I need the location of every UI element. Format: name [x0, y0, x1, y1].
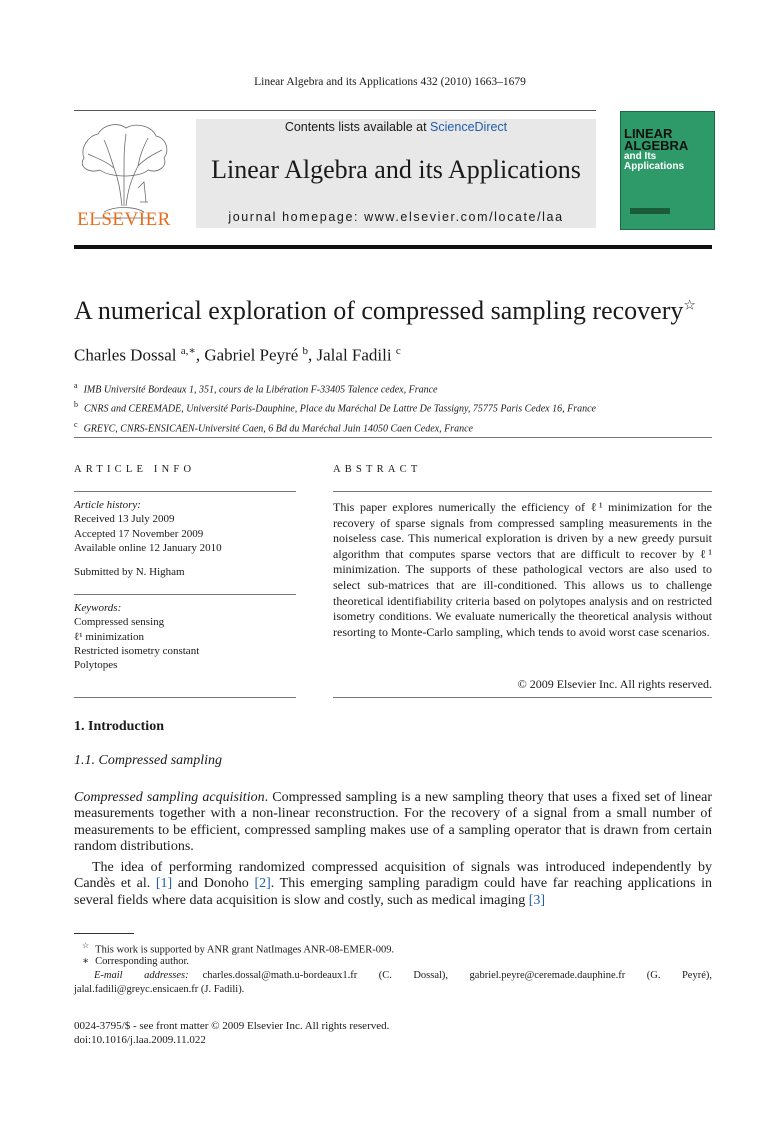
footnote-emails — [74, 969, 712, 998]
paragraph-lead: Compressed sampling acquisition — [74, 790, 265, 805]
abstract-bottom-rule — [333, 697, 712, 698]
submitted-by: Submitted by N. Higham — [74, 566, 185, 579]
affiliation: $^a$ IMB Université Bordeaux 1, 351, cours de la Libération F-33405 Talence cedex, France — [74, 381, 438, 396]
footnote-support: ☆ This work is supported by ANR grant NatImages ANR-08-EMER-009. — [82, 941, 395, 956]
affiliations — [74, 378, 596, 436]
accepted-date: Accepted 17 November 2009 — [74, 527, 204, 540]
section-heading: 1. Introduction — [74, 719, 164, 734]
citation-link[interactable]: [3] — [528, 892, 546, 908]
footnote-corresponding: ∗ Corresponding author. — [82, 956, 190, 967]
keywords — [74, 601, 296, 672]
affiliation: $^b$ CNRS and CEREMADE, Université Paris-Dauphine, Place du Maréchal De Lattre De Tassigny, 75775 Paris Cedex 16, France — [74, 400, 596, 415]
masthead-rule — [74, 245, 712, 249]
cover-title: LINEAR ALGEBRA — [624, 126, 689, 153]
cover-footer-mark — [630, 208, 670, 214]
abstract-text: This paper explores numerically the efficiency of ℓ¹ minimization for the recovery of sparse signals from compressed sampling measurements in the noiseless case. This numerical exploration is driven by a new greedy pursuit algorithm that computes sparse vectors that are difficult to recover by ℓ¹ minimization. The supports of these pathological vectors are also used to select sub-matrices that are ill-conditioned. This allows us to challenge theoretical identifiability criteria based on polytopes analysis and on restricted isometry conditions. We evaluate numerically the theoretical analysis without resorting to Monte-Carlo sampling, which tends to avoid worst case scenarios. — [333, 500, 712, 639]
title-footnote-mark[interactable]: ☆ — [683, 298, 696, 314]
abstract-copyright: © 2009 Elsevier Inc. All rights reserved. — [517, 677, 712, 691]
keywords-rule — [74, 594, 296, 595]
body-paragraph: Compressed sampling acquisition. Compressed sampling is a new sampling theory that uses a fixed set of linear measurements together with a non-linear reconstruction. For the recovery of a signal from a small number of measurements to be efficient, compressed sampling makes use of a sampling operator that is drawn from certain random distributions. — [74, 790, 712, 855]
received-date: Received 13 July 2009 — [74, 513, 175, 526]
footnote-rule — [74, 933, 134, 934]
article-history — [74, 498, 296, 579]
journal-title: Linear Algebra and its Applications — [211, 155, 581, 184]
email-links[interactable]: jalal.fadili@greyc.ensicaen.fr (J. Fadili). — [74, 984, 245, 996]
author-name[interactable]: Charles Dossal — [74, 345, 181, 365]
email-label: E-mail addresses: — [94, 970, 189, 981]
keywords-label: Keywords: — [74, 602, 122, 614]
article-title: A numerical exploration of compressed sampling recovery☆ — [74, 296, 696, 325]
online-date: Available online 12 January 2010 — [74, 541, 222, 554]
running-header: Linear Algebra and its Applications 432 (2010) 1663–1679 — [254, 76, 526, 88]
doi-link[interactable]: doi:10.1016/j.laa.2009.11.022 — [74, 1034, 206, 1046]
article-info-heading: ARTICLE INFO — [74, 464, 196, 475]
issn-block — [74, 1019, 389, 1047]
body-paragraph: The idea of performing randomized compressed acquisition of signals was introduced independently by Candès et al. [1] and Donoho [2]. This emerging sampling paradigm could have far reaching applications in several fields where data acquisition is slow and costly, such as medical imaging [3] — [74, 860, 712, 908]
contents-prefix: Contents lists available at — [284, 120, 431, 134]
author-mark[interactable]: c — [395, 345, 401, 357]
keyword: Compressed sensing — [74, 616, 165, 629]
sciencedirect-link[interactable]: ScienceDirect — [430, 120, 508, 134]
info-rule — [74, 491, 296, 492]
affiliation-rule — [74, 437, 712, 438]
subsection-heading: 1.1. Compressed sampling — [74, 753, 223, 768]
abstract-rule — [333, 491, 712, 492]
author-mark[interactable]: a,∗ — [180, 345, 196, 357]
publisher-logo-text: ELSEVIER — [77, 209, 171, 230]
email-links[interactable]: charles.dossal@math.u-bordeaux1.fr (C. Dossal), gabriel.peyre@ceremade.dauphine.fr (G. Peyré), — [202, 970, 712, 981]
info-bottom-rule — [74, 697, 296, 698]
journal-homepage-link[interactable]: journal homepage: www.elsevier.com/locate/laa — [228, 210, 564, 224]
keyword: Polytopes — [74, 659, 118, 672]
issn-line: 0024-3795/$ - see front matter © 2009 Elsevier Inc. All rights reserved. — [74, 1020, 390, 1032]
header-rule — [74, 110, 596, 111]
abstract-heading: ABSTRACT — [333, 464, 422, 475]
contents-line — [196, 120, 596, 134]
author-mark[interactable]: b — [302, 345, 309, 357]
keyword: ℓ¹ minimization — [74, 630, 144, 643]
author-name[interactable]: , Gabriel Peyré — [195, 345, 303, 365]
affiliation: $^c$ GREYC, CNRS-ENSICAEN-Université Caen, 6 Bd du Maréchal Juin 14050 Caen Cedex, France — [74, 419, 473, 434]
citation-link[interactable]: [1] — [155, 876, 173, 892]
citation-link[interactable]: [2] — [254, 876, 271, 892]
author-list — [74, 344, 401, 366]
history-label: Article history: — [74, 499, 141, 511]
cover-subtitle: and Its Applications — [624, 151, 685, 172]
keyword: Restricted isometry constant — [74, 644, 200, 657]
author-name[interactable]: , Jalal Fadili — [308, 345, 396, 365]
